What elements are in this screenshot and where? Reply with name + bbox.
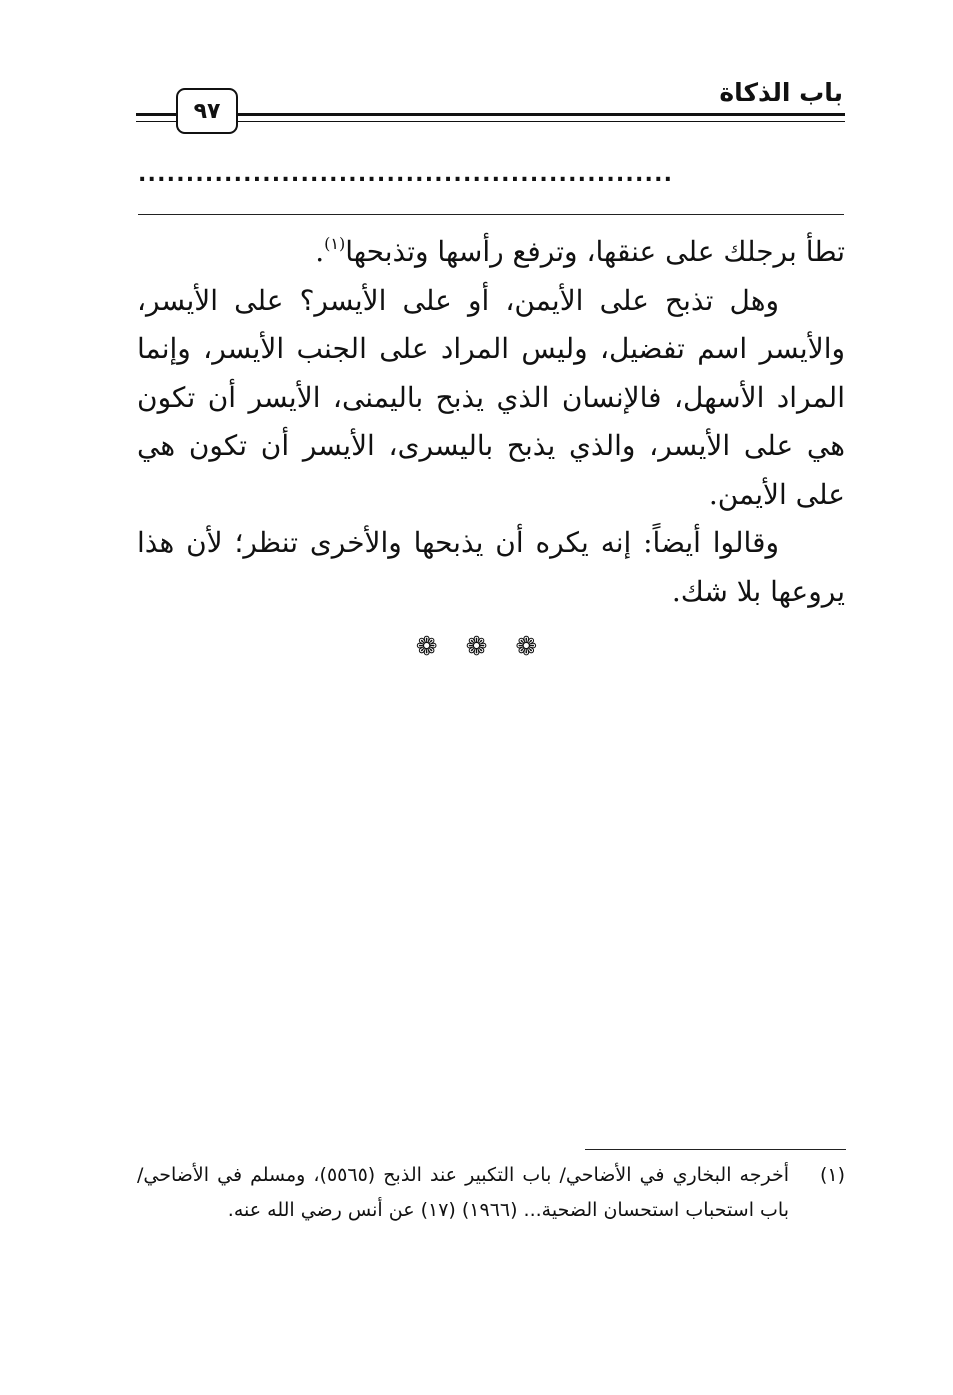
flower-ornament-icon: ❁ (465, 632, 488, 662)
section-ornament (0, 632, 953, 662)
header-double-rule-left (136, 113, 176, 125)
paragraph-end: . (315, 235, 325, 268)
footnote-separator (585, 1149, 846, 1150)
page-number: ٩٧ (176, 88, 238, 134)
flower-ornament-icon: ❁ (515, 632, 538, 662)
paragraph: وقالوا أيضاً: إنه يكره أن يذبحها والأخرى تنظر؛ لأن هذا يروعها بلا شك. (137, 526, 845, 608)
dotted-separator: ........................................................ (138, 162, 674, 187)
chapter-title: باب الذكاة (719, 78, 843, 107)
footnote (137, 1158, 845, 1228)
main-text (137, 228, 845, 616)
paragraph: وهل تذبح على الأيمن، أو على الأيسر؟ على الأيسر، والأيسر اسم تفضيل، وليس المراد على الجنب الأيسر، وإنما المراد الأسهل، فالإنسان الذي يذبح باليمنى، الأيسر أن تكون هي على الأيسر، والذي يذبح باليسرى، الأيسر أن تكون هي على الأيمن. (137, 283, 845, 511)
paragraph (137, 228, 845, 277)
header-double-rule (238, 113, 845, 125)
footnote-text: أخرجه البخاري في الأضاحي/ باب التكبير عند الذبح (٥٥٦٥)، ومسلم في الأضاحي/ باب استحباب استحسان الضحية... (١٩٦٦) (١٧) عن أنس رضي الله عنه. (137, 1164, 789, 1221)
footnote-number: (١) (819, 1164, 845, 1186)
paragraph-text: تطأ برجلك على عنقها، وترفع رأسها وتذبحها (345, 235, 845, 268)
footnote-reference[interactable]: (١) (324, 234, 346, 253)
flower-ornament-icon: ❁ (415, 632, 438, 662)
section-rule (138, 214, 844, 215)
